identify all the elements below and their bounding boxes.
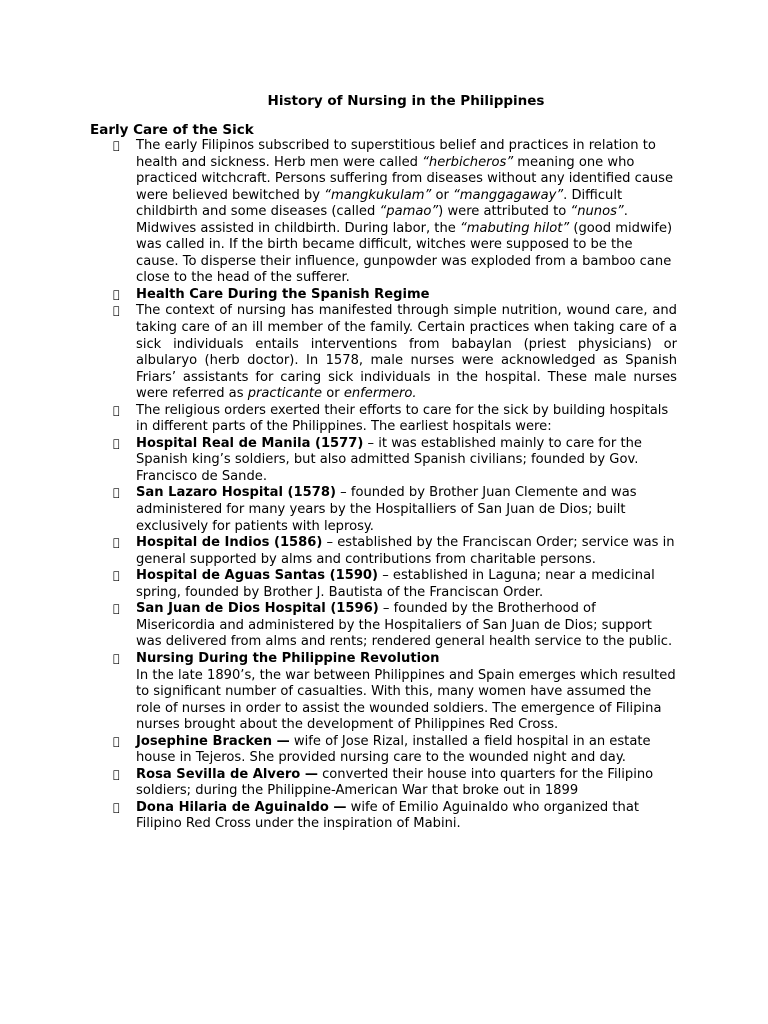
person-description: wife of Emilio Aguinaldo who organized that Filipino Red Cross under the inspiration of Mabini.: [136, 799, 639, 832]
bullet-icon: [113, 303, 123, 320]
paragraph-religious-orders: The religious orders exerted their efforts to care for the sick by building hospitals in different parts of the Philippines. The earliest hospitals were:: [136, 402, 669, 435]
bullet-icon: [113, 601, 123, 618]
list-item-person: [0, 734, 677, 767]
list-item-hospital: [0, 436, 677, 486]
document-title: History of Nursing in the Philippines: [267, 93, 545, 109]
bullet-icon: [113, 767, 123, 784]
list-item-person: [0, 767, 677, 800]
list-item-hospital: [0, 485, 677, 535]
hospital-description: – established by the Franciscan Order; service was in general supported by alms and contributions from charitable persons.: [136, 535, 675, 567]
list-item-hospital: [0, 568, 677, 601]
bullet-icon: [113, 568, 123, 585]
person-name: Rosa Sevilla de Alvero —: [136, 766, 318, 782]
paragraph-context: The context of nursing has manifested through simple nutrition, wound care, and taking care of an ill member of the family. Certain practices when taking care of a sick individuals entails interventions from babaylan (priest physicians) or albularyo (herb doctor). In 1578, male nurses were acknowledged as Spanish Friars’ assistants for caring sick individuals in the hospital. These male nurses were referred as practicante or enfermero.: [136, 303, 677, 402]
bullet-icon: [113, 734, 123, 751]
section-heading: Early Care of the Sick: [90, 122, 254, 138]
bullet-icon: [113, 800, 123, 817]
person-description: wife of Jose Rizal, installed a field hospital in an estate house in Tejeros. She provided nursing care to the wounded night and day.: [136, 733, 651, 766]
bullet-icon: [113, 535, 123, 552]
list-item-religious-orders: [0, 403, 677, 436]
paragraph-revolution: In the late 1890’s, the war between Philippines and Spain emerges which resulted to significant number of casualties. With this, many women have assumed the role of nurses in order to assist the wounded soldiers. The emergence of Filipina nurses brought about the development of Philippines Red Cross.: [136, 667, 676, 733]
person-name: Dona Hilaria de Aguinaldo —: [136, 799, 347, 815]
list-item-revolution: [0, 651, 677, 734]
list-item-hospital: [0, 535, 677, 568]
bullet-icon: [113, 287, 123, 304]
bullet-icon: [113, 485, 123, 502]
hospital-description: – founded by Brother Juan Clemente and was administered for many years by the Hospitalliers of San Juan de Dios; built exclusively for patients with leprosy.: [136, 485, 637, 534]
hospital-name: Hospital Real de Manila (1577): [136, 435, 364, 451]
bullet-icon: [113, 436, 123, 453]
bullet-icon: [113, 403, 123, 420]
hospital-name: San Juan de Dios Hospital (1596): [136, 601, 379, 617]
list-item-hospital: [0, 601, 677, 651]
subheading-revolution: Nursing During the Philippine Revolution: [136, 650, 440, 666]
hospital-description: – established in Laguna; near a medicinal spring, founded by Brother J. Bautista of the Franciscan Order.: [136, 568, 655, 600]
subheading-spanish-regime: Health Care During the Spanish Regime: [136, 286, 430, 302]
person-description: converted their house into quarters for the Filipino soldiers; during the Philippine-American War that broke out in 1899: [136, 766, 654, 799]
list-item-early-filipinos: [0, 138, 677, 287]
hospital-description: – founded by the Brotherhood of Misericordia and administered by the Hospitaliers of San Juan de Dios; support was delivered from alms and rents; rendered general health service to the public.: [136, 601, 673, 650]
hospital-description: – it was established mainly to care for the Spanish king’s soldiers, but also admitted Spanish civilians; founded by Gov. Francisco de Sande.: [136, 435, 642, 484]
bullet-icon: [113, 651, 123, 668]
person-name: Josephine Bracken —: [136, 733, 290, 749]
hospital-name: Hospital de Aguas Santas (1590): [136, 568, 379, 584]
bullet-icon: [113, 138, 123, 155]
list-item-person: [0, 800, 677, 833]
list-item-spanish-heading: [0, 287, 677, 304]
paragraph-early-filipinos: The early Filipinos subscribed to superstitious belief and practices in relation to health and sickness. Herb men were called “herbicheros” meaning one who practiced witchcraft. Persons suffering from diseases without any identified cause were believed bewitched by “mangkukulam” or “manggagaway”. Difficult childbirth and some diseases (called “pamao”) were attributed to “nunos”. Midwives assisted in childbirth. During labor, the “mabuting hilot” (good midwife) was called in. If the birth became difficult, witches were supposed to be the cause. To disperse their influence, gunpowder was exploded from a bamboo cane close to the head of the sufferer.: [136, 138, 674, 286]
content-list: [0, 138, 768, 833]
list-item-context: [0, 303, 677, 402]
hospital-name: San Lazaro Hospital (1578): [136, 485, 336, 501]
hospital-name: Hospital de Indios (1586): [136, 535, 323, 551]
